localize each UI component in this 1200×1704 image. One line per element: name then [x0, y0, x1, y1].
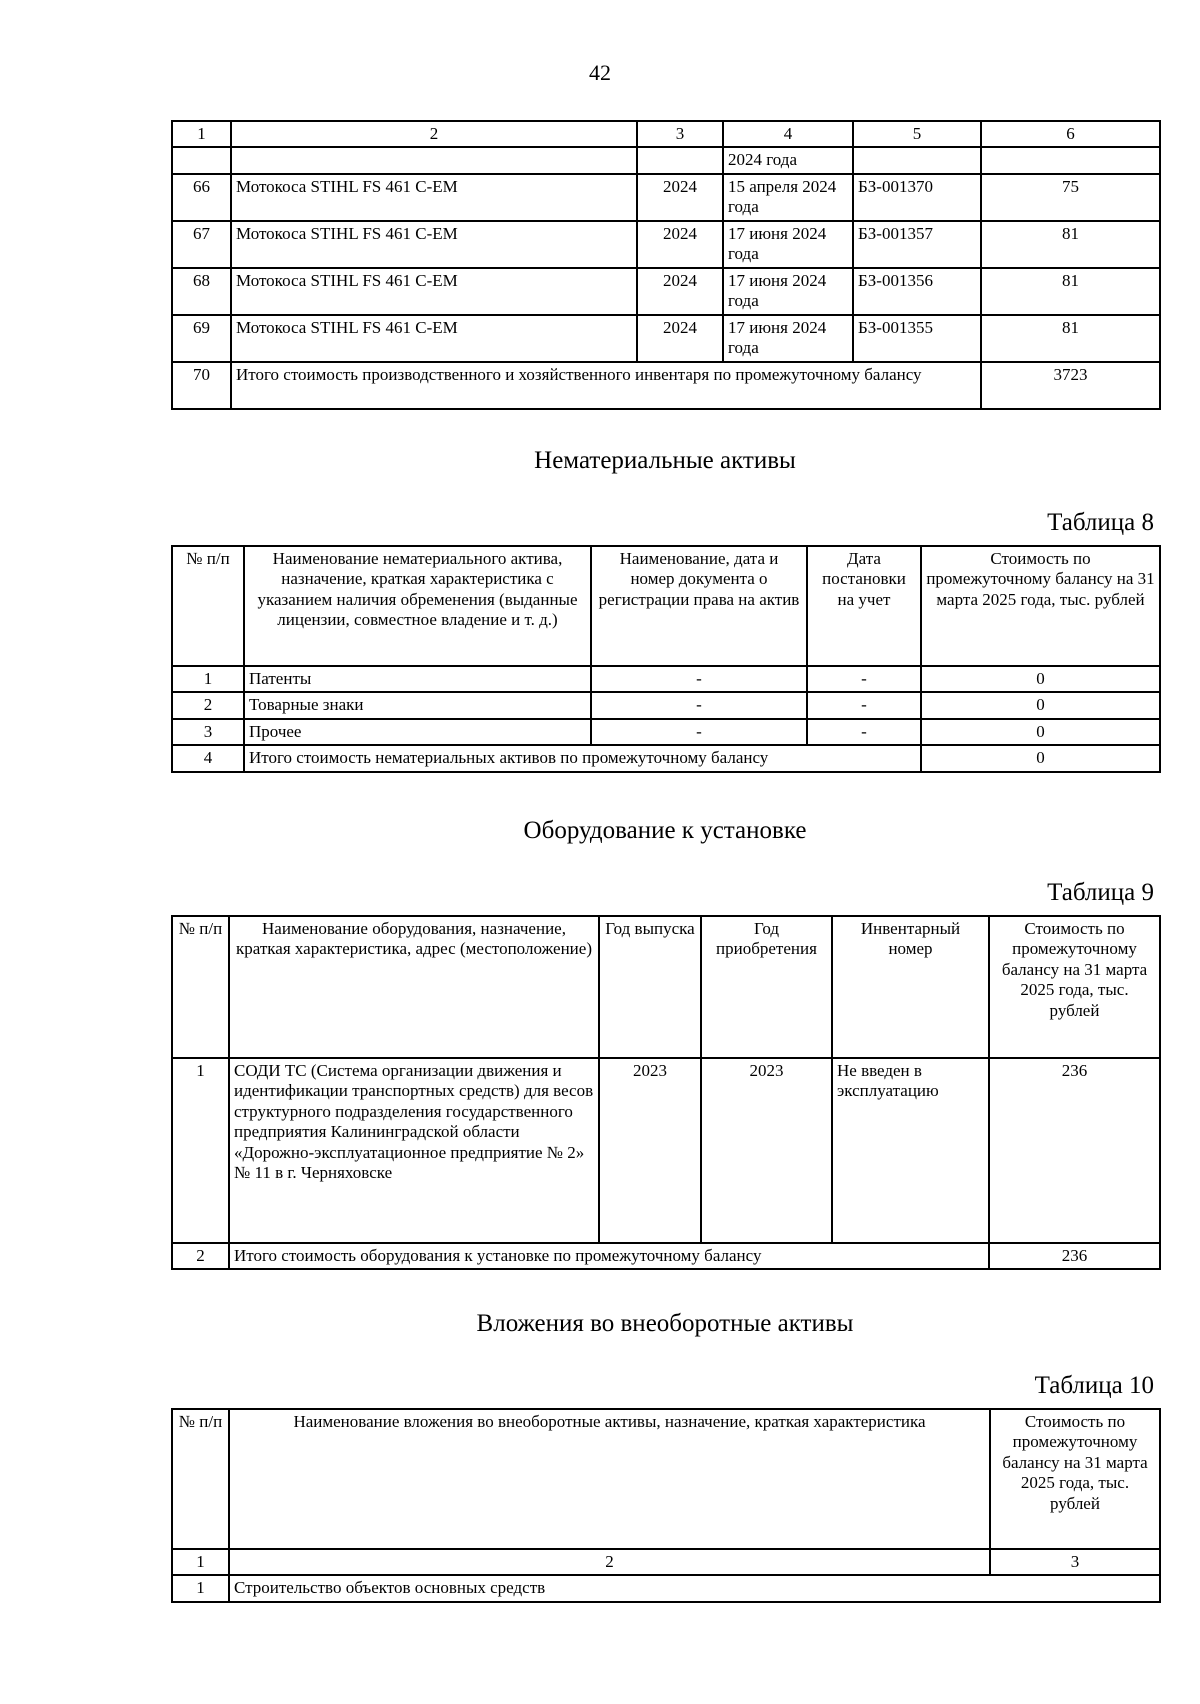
- table-row: [172, 315, 1160, 362]
- row-number: 69: [172, 315, 231, 362]
- equipment-cost: 236: [989, 1058, 1160, 1243]
- equipment-year-acquired: 2023: [701, 1058, 832, 1243]
- column-number: 3: [637, 121, 723, 147]
- asset-cost: 0: [921, 692, 1160, 718]
- asset-name: Патенты: [244, 666, 591, 692]
- cell: [231, 147, 637, 173]
- cell: 2024 года: [723, 147, 853, 173]
- item-year: 2024: [637, 174, 723, 221]
- table-row: [172, 1058, 1160, 1243]
- row-number: 3: [172, 719, 244, 745]
- equipment-name: СОДИ ТС (Система организации движения и идентификации транспортных средств) для весов структурного подразделения государственного предприятия Калининградской области «Дорожно-эксплуатационное предприятие № 2» № 11 в г. Черняховске: [229, 1058, 599, 1243]
- section-title-investments: Вложения во внеоборотные активы: [476, 1310, 854, 1337]
- item-inventory-number: БЗ-001356: [853, 268, 981, 315]
- equipment-inventory-number: Не введен в эксплуатацию: [832, 1058, 989, 1243]
- asset-date: -: [807, 719, 921, 745]
- header-number: № п/п: [172, 1409, 229, 1549]
- column-number: 4: [723, 121, 853, 147]
- investment-name: Строительство объектов основных средств: [229, 1575, 1160, 1601]
- item-name: Мотокоса STIHL FS 461 C-EM: [231, 174, 637, 221]
- asset-document: -: [591, 692, 807, 718]
- cell: [981, 147, 1160, 173]
- item-name: Мотокоса STIHL FS 461 C-EM: [231, 268, 637, 315]
- item-date: 15 апреля 2024 года: [723, 174, 853, 221]
- header-number: № п/п: [172, 546, 244, 666]
- cell: [172, 147, 231, 173]
- asset-document: -: [591, 719, 807, 745]
- asset-name: Товарные знаки: [244, 692, 591, 718]
- asset-name: Прочее: [244, 719, 591, 745]
- table-header-row: [172, 916, 1160, 1058]
- column-number: 2: [229, 1549, 990, 1575]
- item-name: Мотокоса STIHL FS 461 C-EM: [231, 221, 637, 268]
- asset-date: -: [807, 666, 921, 692]
- table-row: [172, 1575, 1160, 1601]
- table-row: [172, 692, 1160, 718]
- section-title-equipment: Оборудование к установке: [523, 817, 807, 844]
- row-number: 2: [172, 692, 244, 718]
- header-cost: Стоимость по промежуточному балансу на 31 марта 2025 года, тыс. рублей: [989, 916, 1160, 1058]
- header-cost: Стоимость по промежуточному балансу на 31 марта 2025 года, тыс. рублей: [921, 546, 1160, 666]
- equipment-year-made: 2023: [599, 1058, 701, 1243]
- table-row: [172, 268, 1160, 315]
- header-registration-date: Дата постановки на учет: [807, 546, 921, 666]
- header-inventory-number: Инвентарный номер: [832, 916, 989, 1058]
- investments-table: [171, 1408, 1161, 1603]
- table-8-label: Таблица 8: [1047, 509, 1154, 536]
- total-label: Итого стоимость производственного и хозяйственного инвентаря по промежуточному балансу: [231, 362, 981, 409]
- row-number: 68: [172, 268, 231, 315]
- section-title-intangible-assets: Нематериальные активы: [534, 447, 796, 474]
- table-header-row: [172, 546, 1160, 666]
- row-number: 2: [172, 1243, 229, 1269]
- table-total-row: [172, 362, 1160, 409]
- cell: [637, 147, 723, 173]
- header-cost: Стоимость по промежуточному балансу на 31 марта 2025 года, тыс. рублей: [990, 1409, 1160, 1549]
- column-number: 3: [990, 1549, 1160, 1575]
- header-investment-name: Наименование вложения во внеоборотные активы, назначение, краткая характеристика: [229, 1409, 990, 1549]
- table-total-row: [172, 1243, 1160, 1269]
- column-number: 1: [172, 121, 231, 147]
- item-name: Мотокоса STIHL FS 461 C-EM: [231, 315, 637, 362]
- inventory-table: [171, 120, 1161, 410]
- table-row: [172, 719, 1160, 745]
- table-10-label: Таблица 10: [1034, 1372, 1154, 1399]
- total-label: Итого стоимость оборудования к установке по промежуточному балансу: [229, 1243, 989, 1269]
- total-cost: 236: [989, 1243, 1160, 1269]
- item-date: 17 июня 2024 года: [723, 315, 853, 362]
- asset-document: -: [591, 666, 807, 692]
- header-asset-name: Наименование нематериального актива, назначение, краткая характеристика с указанием наличия обременения (выданные лицензии, совместное владение и т. д.): [244, 546, 591, 666]
- row-number: 1: [172, 1575, 229, 1601]
- table-header-row: [172, 121, 1160, 147]
- table-9-label: Таблица 9: [1047, 879, 1154, 906]
- item-date: 17 июня 2024 года: [723, 221, 853, 268]
- table-row: [172, 221, 1160, 268]
- header-document: Наименование, дата и номер документа о регистрации права на актив: [591, 546, 807, 666]
- row-number: 1: [172, 1058, 229, 1243]
- asset-date: -: [807, 692, 921, 718]
- item-cost: 81: [981, 268, 1160, 315]
- item-inventory-number: БЗ-001357: [853, 221, 981, 268]
- item-inventory-number: БЗ-001370: [853, 174, 981, 221]
- total-label: Итого стоимость нематериальных активов по промежуточному балансу: [244, 745, 921, 771]
- item-cost: 81: [981, 315, 1160, 362]
- column-number: 6: [981, 121, 1160, 147]
- table-row: [172, 174, 1160, 221]
- column-number: 2: [231, 121, 637, 147]
- header-year-made: Год выпуска: [599, 916, 701, 1058]
- header-equipment-name: Наименование оборудования, назначение, краткая характеристика, адрес (местоположение): [229, 916, 599, 1058]
- row-number: 4: [172, 745, 244, 771]
- table-total-row: [172, 745, 1160, 771]
- item-year: 2024: [637, 268, 723, 315]
- row-number: 70: [172, 362, 231, 409]
- header-year-acquired: Год приобретения: [701, 916, 832, 1058]
- item-cost: 75: [981, 174, 1160, 221]
- row-number: 67: [172, 221, 231, 268]
- item-inventory-number: БЗ-001355: [853, 315, 981, 362]
- row-number: 1: [172, 666, 244, 692]
- table-numbering-row: [172, 1549, 1160, 1575]
- item-year: 2024: [637, 315, 723, 362]
- column-number: 5: [853, 121, 981, 147]
- intangible-assets-table: [171, 545, 1161, 773]
- item-year: 2024: [637, 221, 723, 268]
- item-date: 17 июня 2024 года: [723, 268, 853, 315]
- table-row: [172, 666, 1160, 692]
- cell: [853, 147, 981, 173]
- total-cost: 3723: [981, 362, 1160, 409]
- asset-cost: 0: [921, 666, 1160, 692]
- item-cost: 81: [981, 221, 1160, 268]
- row-number: 66: [172, 174, 231, 221]
- total-cost: 0: [921, 745, 1160, 771]
- table-row: [172, 147, 1160, 173]
- page-number: 42: [589, 60, 611, 85]
- column-number: 1: [172, 1549, 229, 1575]
- header-number: № п/п: [172, 916, 229, 1058]
- equipment-table: [171, 915, 1161, 1270]
- asset-cost: 0: [921, 719, 1160, 745]
- table-header-row: [172, 1409, 1160, 1549]
